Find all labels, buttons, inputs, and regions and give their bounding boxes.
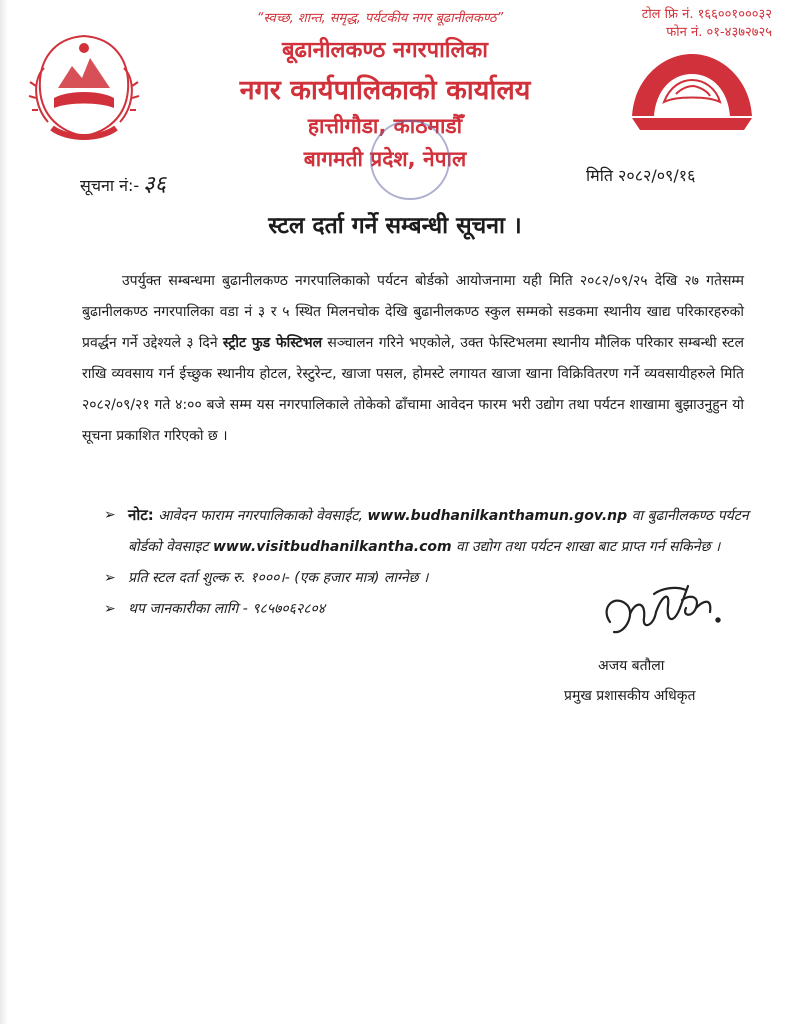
tollfree-number: टोल फ्रि नं. १६६००१०००३२	[641, 7, 772, 22]
festival-name: स्ट्रीट फुड फेस्टिभल	[222, 335, 323, 351]
note-text-a: आवेदन फाराम नगरपालिकाको वेवसाईट,	[153, 508, 368, 524]
municipality-website-link[interactable]: www.budhanilkanthamun.gov.np	[367, 508, 628, 524]
municipality-name: बूढानीलकण्ठ नगरपालिका	[281, 38, 488, 63]
arrow-bullet-icon: ➢	[104, 507, 116, 523]
office-province: बागमती प्रदेश, नेपाल	[303, 147, 467, 171]
notice-number-label: सूचना नं:-	[80, 176, 140, 195]
office-address: हात्तीगौडा, काठमाडौँ	[307, 114, 463, 138]
notice-body	[82, 266, 744, 452]
note-application-form	[104, 500, 754, 563]
arrow-bullet-icon: ➢	[104, 570, 116, 586]
handwritten-signature	[596, 578, 726, 662]
body-text-1: उपर्युक्त सम्बन्धमा बुढानीलकण्ठ नगरपालिकाको पर्यटन बोर्डको आयोजनामा यही मिति २०८२/०९/२५ देखि २७ गतेसम्म बुढानीलकण्ठ नगरपालिका वडा नं ३ र ५ स्थित मिलनचोक देखि बुढानीलकण्ठ स्कुल सम्मको सडकमा स्थानीय खाद्य परिकारहरुको प्रवर्द्धन गर्ने उद्देश्यले ३ दिने	[82, 273, 744, 351]
contact-text: थप जानकारीका लागि - ९८५७०६२८०४	[128, 601, 326, 617]
arrow-bullet-icon: ➢	[104, 601, 116, 617]
tourism-board-website-link[interactable]: www.visitbudhanilkantha.com	[212, 539, 452, 555]
letterhead-motto: “स्वच्छ, शान्त, समृद्ध, पर्यटकीय नगर बूढानीलकण्ठ”	[256, 11, 504, 26]
note-text-b: वा बुढानीलकण्ठ पर्यटन बोर्डको वेवसाइट	[128, 508, 749, 555]
fee-text: प्रति स्टल दर्ता शुल्क रु. १०००।- (एक हजार मात्र) लाग्नेछ ।	[128, 570, 429, 586]
nepal-emblem-icon	[24, 28, 144, 150]
signer-title: प्रमुख प्रशासकीय अधिकृत	[564, 688, 696, 704]
notice-date: मिति २०८२/०९/१६	[586, 166, 696, 185]
scan-edge	[0, 0, 8, 1024]
notice-number-value: ३६	[143, 172, 167, 197]
municipality-logo-icon	[624, 46, 760, 136]
contact-block	[592, 6, 772, 42]
phone-number: फोन नं. ०१-४३७२७२५	[666, 25, 772, 40]
note-text-c: वा उद्योग तथा पर्यटन शाखा बाट प्राप्त गर्न सकिनेछ ।	[451, 539, 721, 555]
notice-title: स्टल दर्ता गर्ने सम्बन्धी सूचना ।	[268, 213, 522, 239]
office-name: नगर कार्यपालिकाको कार्यालय	[239, 75, 531, 106]
notice-number	[80, 168, 166, 198]
office-stamp	[370, 120, 450, 200]
note-label: नोट:	[128, 506, 154, 524]
body-text-2: सञ्चालन गरिने भएकोले, उक्त फेस्टिभलमा स्थानीय मौलिक परिकार सम्बन्धी स्टल राखि व्यवसाय गर्न ईच्छुक स्थानीय होटल, रेस्टुरेन्ट, खाजा पसल, होमस्टे लगायत खाजा खाना विक्रिवितरण गर्ने व्यवसायीहरुले मिति २०८२/०९/२१ गते ४:०० बजे सम्म यस नगरपालिकाले तोकेको ढाँचामा आवेदन फारम भरी उद्योग तथा पर्यटन शाखामा बुझाउनुहुन यो सूचना प्रकाशित गरिएको छ ।	[82, 335, 744, 444]
signer-name: अजय बतौला	[598, 658, 665, 674]
